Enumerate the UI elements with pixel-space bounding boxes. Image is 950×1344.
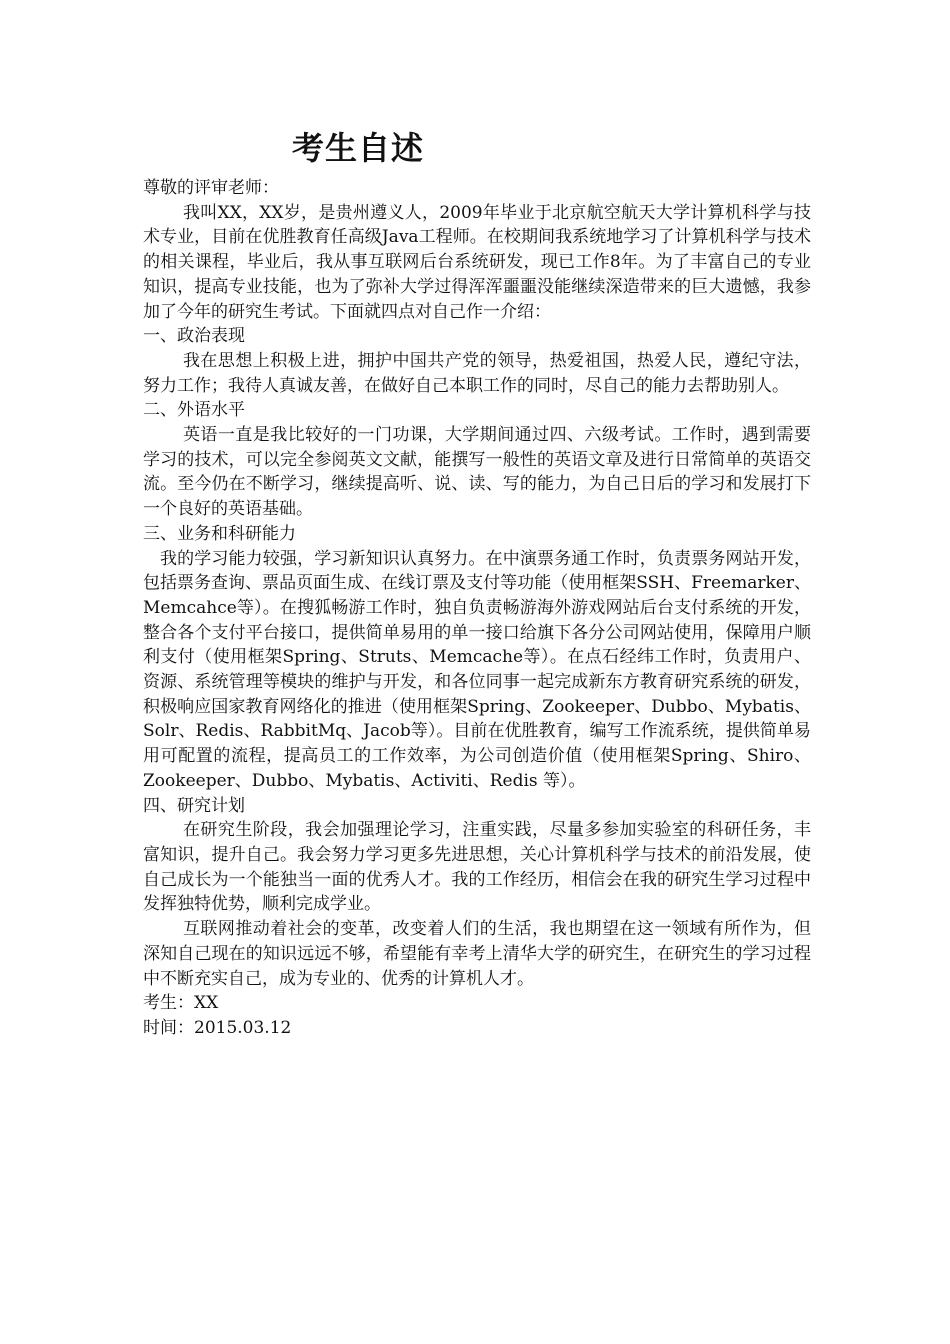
section-paragraph-language: 英语一直是我比较好的一门功课，大学期间通过四、六级考试。工作时，遇到需要学习的技术，可以完全参阅英文文献，能撰写一般性的英语文章及进行日常简单的英语交流。至今仍在不断学习，继续提高听、说、读、写的能力，为自己日后的学习和发展打下一个良好的英语基础。 <box>143 425 811 520</box>
section-heading-politics: 一、政治表现 <box>143 326 245 347</box>
section-heading-language: 二、外语水平 <box>143 400 245 421</box>
section-paragraph-ability: 我的学习能力较强，学习新知识认真努力。在中演票务通工作时，负责票务网站开发，包括票务查询、票品页面生成、在线订票及支付等功能（使用框架SSH、Freemarker、Memcahce等）。在搜狐畅游工作时，独自负责畅游海外游戏网站后台支付系统的开发，整合各个支付平台接口，提供简单易用的单一接口给旗下各分公司网站使用，保障用户顺利支付（使用框架Spring、Struts、Memcache等）。在点石经纬工作时，负责用户、资源、系统管理等模块的维护与开发，和各位同事一起完成新东方教育研究系统的研发，积极响应国家教育网络化的推进（使用框架Spring、Zookeeper、Dubbo、Mybatis、Solr、Redis、RabbitMq、Jacob等）。目前在优胜教育，编写工作流系统，提供简单易用可配置的流程，提高员工的工作效率，为公司创造价值（使用框架Spring、Shiro、Zookeeper、Dubbo、Mybatis、Activiti、Redis 等）。 <box>143 548 811 791</box>
section-paragraph-plan-1: 在研究生阶段，我会加强理论学习，注重实践，尽量多参加实验室的科研任务，丰富知识，提升自己。我会努力学习更多先进思想，关心计算机科学与技术的前沿发展，使自己成长为一个能独当一面的优秀人才。我的工作经历，相信会在我的研究生学习过程中发挥独特优势，顺利完成学业。 <box>143 820 811 915</box>
salutation: 尊敬的评审老师： <box>143 178 279 198</box>
section-heading-plan: 四、研究计划 <box>143 795 245 816</box>
document-body <box>143 176 811 1041</box>
page-title: 考生自述 <box>292 129 425 167</box>
signature: 考生：XX <box>143 993 219 1014</box>
section-heading-ability: 三、业务和科研能力 <box>143 523 296 544</box>
section-paragraph-politics: 我在思想上积极上进，拥护中国共产党的领导，热爱祖国，热爱人民，遵纪守法，努力工作；我待人真诚友善，在做好自己本职工作的同时，尽自己的能力去帮助别人。 <box>143 350 811 396</box>
section-paragraph-plan-2: 互联网推动着社会的变革，改变着人们的生活，我也期望在这一领域有所作为，但深知自己现在的知识远远不够，希望能有幸考上清华大学的研究生，在研究生的学习过程中不断充实自己，成为专业的、优秀的计算机人才。 <box>143 919 811 989</box>
date: 时间：2015.03.12 <box>143 1017 292 1038</box>
intro-paragraph: 我叫XX，XX岁，是贵州遵义人，2009年毕业于北京航空航天大学计算机科学与技术专业，目前在优胜教育任高级Java工程师。在校期间我系统地学习了计算机科学与技术的相关课程，毕业后，我从事互联网后台系统研发，现已工作8年。为了丰富自己的专业知识，提高专业技能，也为了弥补大学过得浑浑噩噩没能继续深造带来的巨大遗憾，我参加了今年的研究生考试。下面就四点对自己作一介绍： <box>143 202 811 322</box>
